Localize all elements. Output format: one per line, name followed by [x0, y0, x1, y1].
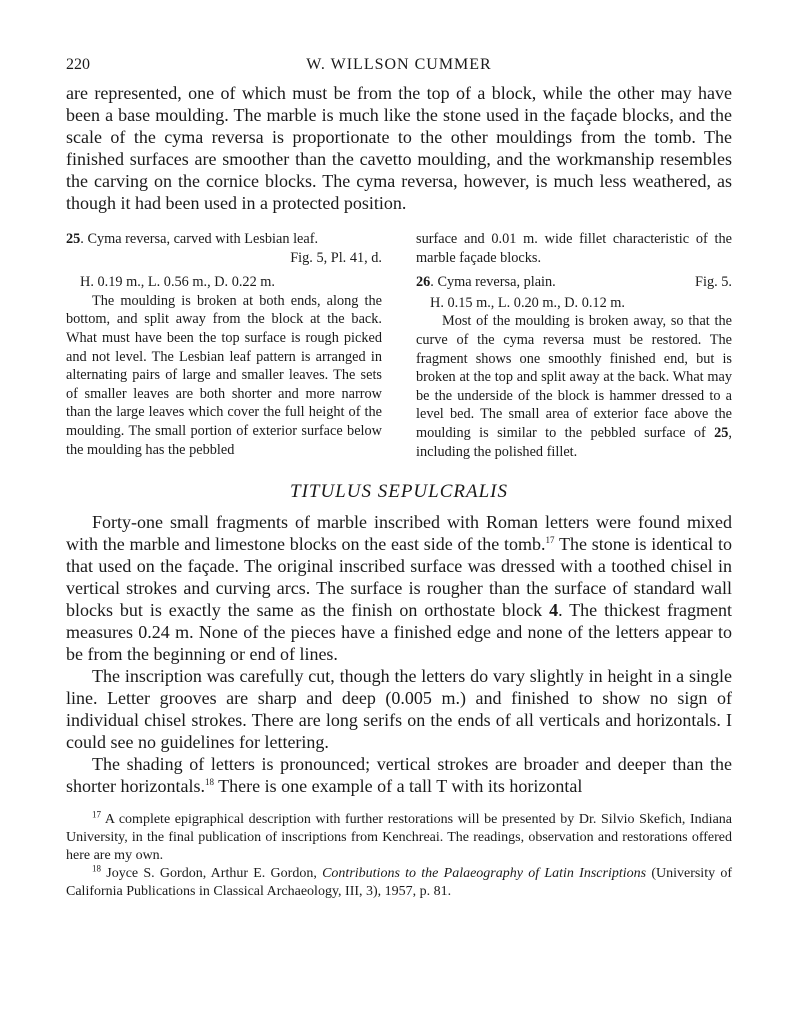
- block-number: 4: [549, 600, 559, 621]
- catalogue-left-column: [66, 230, 382, 461]
- footnote-18-marker: 18: [92, 863, 101, 874]
- section-paragraph-1: [66, 511, 732, 665]
- entry-26-dimensions: H. 0.15 m., L. 0.20 m., D. 0.12 m.: [430, 294, 625, 311]
- para1-text-c: . The thickest fragment measures 0.24 m. None of the pieces have a finished edge and none of the letters appear to be from the beginning or end of lines.: [66, 600, 732, 665]
- section-paragraph-3: [66, 753, 732, 797]
- intro-paragraph: are represented, one of which must be from the top of a block, while the other may have been a base moulding. The marble is much like the stone used in the façade blocks, and the scale of the cyma reversa is proportionate to the other mouldings from the tomb. The finished surfaces are smoother than the cavetto moulding, and the workmanship resembles the carving on the cornice blocks. The cyma reversa, however, is much less weathered, as though it had been used in a protected position.: [66, 83, 732, 213]
- footnote-17: [66, 811, 732, 865]
- para1-text-b: The stone is identical to that used on the façade. The original inscribed surface was dressed with a toothed chisel in vertical strokes and curving arcs. The surface is rougher than the surface of standard wall blocks but is exactly the same as the finish on orthostate block: [66, 534, 732, 621]
- entry-26-ref-number: 25: [714, 424, 729, 441]
- footnote-18-authors: Joyce S. Gordon, Arthur E. Gordon,: [101, 866, 323, 882]
- entry-26-heading: [416, 273, 732, 292]
- page: [66, 56, 732, 901]
- section-body: [66, 511, 732, 797]
- entry-25-description: The moulding is broken at both ends, along the bottom, and split away from the block at the back. What must have been the top surface is rough picked and not level. The Lesbian leaf pattern is arranged in alternating pairs of large and smaller leaves. The sets of smaller leaves are both shorter and more narrow than the large leaves which cover the full height of the moulding. The small portion of exterior surface below the moulding has the pebbled: [66, 292, 382, 458]
- para3-text-a: The shading of letters is pronounced; vertical strokes are broader and deeper than the shorter horizontals.: [66, 754, 732, 797]
- catalogue-right-column: [416, 230, 732, 461]
- catalogue-columns: [66, 230, 732, 461]
- entry-26-title: . Cyma reversa, plain.: [430, 274, 556, 291]
- entry-25-continuation: surface and 0.01 m. wide fillet characteristic of the marble façade blocks.: [416, 231, 732, 266]
- entry-25-number: 25: [66, 231, 81, 247]
- para3-text-b: There is one example of a tall T with its horizontal: [213, 776, 583, 797]
- section-title: TITULUS SEPULCRALIS: [290, 481, 508, 503]
- entry-25-dimensions: H. 0.19 m., L. 0.56 m., D. 0.22 m.: [80, 274, 275, 291]
- para1-text-a: Forty-one small fragments of marble inscribed with Roman letters were found mixed with the marble and limestone blocks on the east side of the tomb.: [66, 512, 732, 555]
- entry-25-title: . Cyma reversa, carved with Lesbian leaf.: [80, 231, 319, 247]
- page-header: [66, 56, 732, 82]
- entry-25-heading: [66, 230, 382, 249]
- entry-25-figure-ref: Fig. 5, Pl. 41, d.: [290, 249, 382, 266]
- entry-26-number: 26: [416, 274, 431, 291]
- entry-26-description-end: , including the polished fillet.: [416, 424, 732, 460]
- footnote-18: [66, 865, 732, 901]
- entry-26-description: [416, 312, 732, 461]
- footnotes: [66, 811, 732, 901]
- running-head: W. WILLSON CUMMER: [306, 56, 492, 73]
- footnote-17-text: A complete epigraphical description with further restorations will be presented by Dr. Silvio Skefich, Indiana University, in the final publication of inscriptions from Kenchreai. The readings, observation and restorations offered here are my own.: [66, 812, 732, 864]
- footnote-18-title: Contributions to the Palaeography of Latin Inscriptions: [322, 866, 647, 882]
- section-paragraph-2: The inscription was carefully cut, though the letters do vary slightly in height in a single line. Letter grooves are sharp and deep (0.005 m.) and finished to show no sign of individual chisel strokes. There are long serifs on the ends of all verticals and horizontals. I could see no guidelines for lettering.: [66, 666, 732, 753]
- footnote-17-marker: 17: [92, 809, 101, 820]
- intro-paragraph-block: [66, 82, 732, 214]
- footnote-ref-17: 17: [545, 535, 555, 546]
- entry-26-figure-ref: Fig. 5.: [695, 274, 732, 291]
- footnote-ref-18: 18: [204, 777, 214, 788]
- entry-26-description-text: Most of the moulding is broken away, so that the curve of the cyma reversa must be restored. The fragment shows one smoothly finished end, but is broken at the top and split away at the back. What may be the underside of the block is hammer dressed to a level bed. The small area of exterior face above the moulding is similar to the pebbled surface of: [416, 313, 732, 441]
- footnote-18-rest: (University of California Publications in Classical Archaeology, III, 3), 1957, p. 81.: [66, 866, 732, 900]
- page-number: 220: [66, 56, 90, 73]
